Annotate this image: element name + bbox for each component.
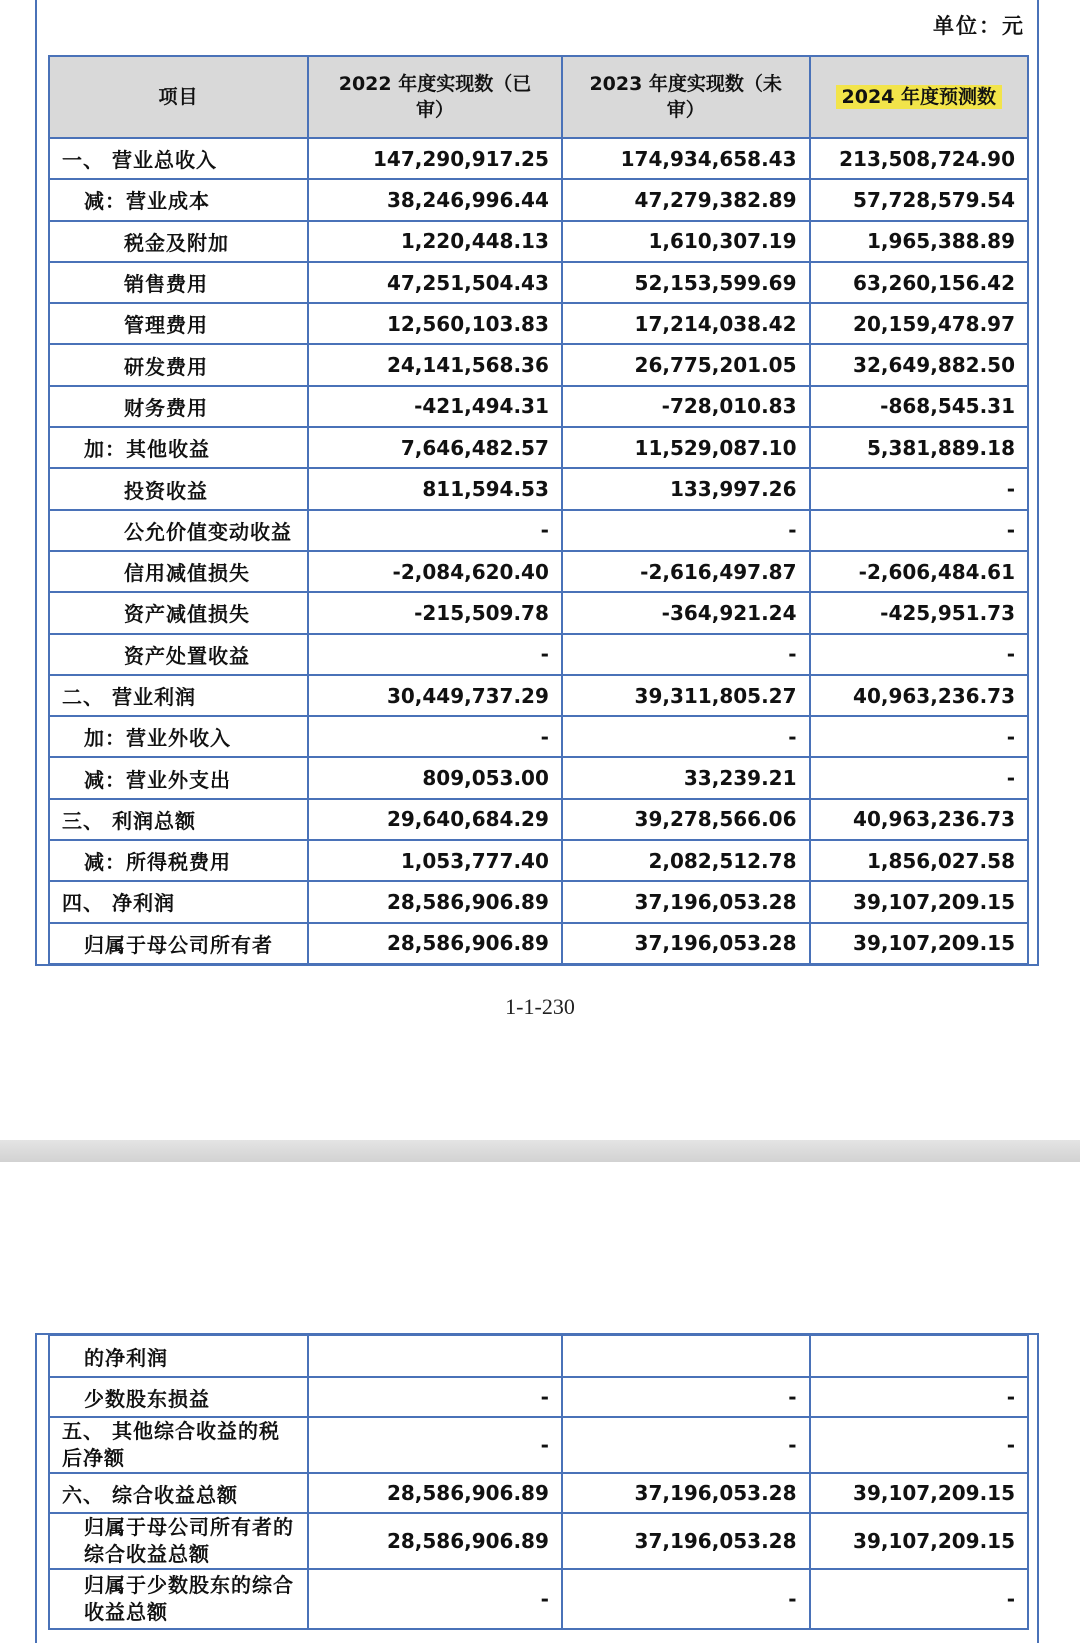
- cell-2023: 39,311,805.27: [562, 675, 810, 716]
- cell-2023: 17,214,038.42: [562, 303, 810, 344]
- cell-2024: -: [810, 468, 1029, 509]
- cell-2022: [308, 1335, 562, 1377]
- cell-2023: 33,239.21: [562, 757, 810, 798]
- table-row: [49, 510, 1028, 551]
- cell-2024: 63,260,156.42: [810, 262, 1029, 303]
- table-row: [49, 179, 1028, 220]
- cell-2024: -: [810, 1569, 1029, 1629]
- row-label: 投资收益: [49, 468, 308, 509]
- cell-2024: 5,381,889.18: [810, 427, 1029, 468]
- table-row: [49, 840, 1028, 881]
- cell-2024: -: [810, 634, 1029, 675]
- cell-2023: -: [562, 1417, 810, 1473]
- cell-2024: [810, 1335, 1029, 1377]
- row-label: 归属于母公司所有者的综合收益总额: [49, 1513, 308, 1569]
- cell-2023: 11,529,087.10: [562, 427, 810, 468]
- highlight-2024: 2024 年度预测数: [836, 85, 1003, 109]
- cell-2022: 30,449,737.29: [308, 675, 562, 716]
- cell-2022: 28,586,906.89: [308, 881, 562, 922]
- header-item: 项目: [49, 56, 308, 138]
- row-label: 财务费用: [49, 386, 308, 427]
- row-label: 加：其他收益: [49, 427, 308, 468]
- row-label: 减：所得税费用: [49, 840, 308, 881]
- cell-2022: 811,594.53: [308, 468, 562, 509]
- cell-2022: -2,084,620.40: [308, 551, 562, 592]
- cell-2024: 32,649,882.50: [810, 344, 1029, 385]
- table-row: [49, 675, 1028, 716]
- cell-2022: 47,251,504.43: [308, 262, 562, 303]
- cell-2022: 24,141,568.36: [308, 344, 562, 385]
- row-label: 六、 综合收益总额: [49, 1473, 308, 1513]
- table-row: [49, 592, 1028, 633]
- table-row: [49, 1417, 1028, 1473]
- row-label: 一、 营业总收入: [49, 138, 308, 179]
- cell-2023: -: [562, 510, 810, 551]
- table-row: [49, 138, 1028, 179]
- cell-2024: 39,107,209.15: [810, 881, 1029, 922]
- cell-2023: 47,279,382.89: [562, 179, 810, 220]
- row-label: 减：营业成本: [49, 179, 308, 220]
- cell-2024: -: [810, 1377, 1029, 1417]
- cell-2022: 809,053.00: [308, 757, 562, 798]
- cell-2022: 29,640,684.29: [308, 799, 562, 840]
- cell-2023: 26,775,201.05: [562, 344, 810, 385]
- cell-2023: 37,196,053.28: [562, 1513, 810, 1569]
- cell-2022: -: [308, 716, 562, 757]
- cell-2024: 39,107,209.15: [810, 1473, 1029, 1513]
- table-row: [49, 799, 1028, 840]
- cell-2023: -: [562, 716, 810, 757]
- row-label: 四、 净利润: [49, 881, 308, 922]
- row-label: 减：营业外支出: [49, 757, 308, 798]
- cell-2023: 52,153,599.69: [562, 262, 810, 303]
- header-2024: [810, 56, 1029, 138]
- row-label: 三、 利润总额: [49, 799, 308, 840]
- cell-2022: 1,220,448.13: [308, 221, 562, 262]
- cell-2024: 1,965,388.89: [810, 221, 1029, 262]
- cell-2022: -: [308, 634, 562, 675]
- cell-2022: 28,586,906.89: [308, 923, 562, 964]
- row-label: 资产处置收益: [49, 634, 308, 675]
- row-label: 公允价值变动收益: [49, 510, 308, 551]
- cell-2023: -728,010.83: [562, 386, 810, 427]
- cell-2023: 37,196,053.28: [562, 923, 810, 964]
- header-2022: 2022 年度实现数（已审）: [308, 56, 562, 138]
- cell-2024: 20,159,478.97: [810, 303, 1029, 344]
- table-row: [49, 262, 1028, 303]
- row-label: 研发费用: [49, 344, 308, 385]
- table-header-row: [49, 56, 1028, 138]
- cell-2023: -: [562, 1377, 810, 1417]
- cell-2022: 1,053,777.40: [308, 840, 562, 881]
- cell-2023: 37,196,053.28: [562, 1473, 810, 1513]
- table-row: [49, 757, 1028, 798]
- table-row: [49, 427, 1028, 468]
- row-label: 归属于母公司所有者: [49, 923, 308, 964]
- cell-2024: 40,963,236.73: [810, 799, 1029, 840]
- page-separator: [0, 1140, 1080, 1162]
- income-forecast-table: [48, 55, 1029, 965]
- cell-2022: -215,509.78: [308, 592, 562, 633]
- cell-2022: 147,290,917.25: [308, 138, 562, 179]
- row-label: 信用减值损失: [49, 551, 308, 592]
- cell-2023: -364,921.24: [562, 592, 810, 633]
- cell-2024: -: [810, 510, 1029, 551]
- cell-2022: 7,646,482.57: [308, 427, 562, 468]
- table-row: [49, 1569, 1028, 1629]
- row-label: 税金及附加: [49, 221, 308, 262]
- cell-2024: 39,107,209.15: [810, 1513, 1029, 1569]
- cell-2022: -: [308, 1569, 562, 1629]
- cell-2022: -421,494.31: [308, 386, 562, 427]
- table-row: [49, 634, 1028, 675]
- table-row: [49, 881, 1028, 922]
- cell-2022: 38,246,996.44: [308, 179, 562, 220]
- row-label: 管理费用: [49, 303, 308, 344]
- cell-2024: -: [810, 757, 1029, 798]
- row-label: 销售费用: [49, 262, 308, 303]
- row-label: 二、 营业利润: [49, 675, 308, 716]
- header-2023: 2023 年度实现数（未审）: [562, 56, 810, 138]
- cell-2022: -: [308, 1417, 562, 1473]
- table-row: [49, 716, 1028, 757]
- row-label: 少数股东损益: [49, 1377, 308, 1417]
- cell-2023: -: [562, 634, 810, 675]
- cell-2023: -2,616,497.87: [562, 551, 810, 592]
- cell-2023: -: [562, 1569, 810, 1629]
- cell-2022: 12,560,103.83: [308, 303, 562, 344]
- table-row: [49, 1335, 1028, 1377]
- cell-2024: 1,856,027.58: [810, 840, 1029, 881]
- table-row: [49, 468, 1028, 509]
- cell-2024: 213,508,724.90: [810, 138, 1029, 179]
- cell-2022: -: [308, 1377, 562, 1417]
- cell-2022: -: [308, 510, 562, 551]
- row-label: 加：营业外收入: [49, 716, 308, 757]
- table-row: [49, 1513, 1028, 1569]
- cell-2024: -868,545.31: [810, 386, 1029, 427]
- cell-2023: 39,278,566.06: [562, 799, 810, 840]
- table-row: [49, 551, 1028, 592]
- cell-2023: 133,997.26: [562, 468, 810, 509]
- cell-2022: 28,586,906.89: [308, 1513, 562, 1569]
- row-label: 五、 其他综合收益的税后净额: [49, 1417, 308, 1473]
- cell-2022: 28,586,906.89: [308, 1473, 562, 1513]
- income-forecast-table-continued: [48, 1334, 1029, 1630]
- cell-2023: 1,610,307.19: [562, 221, 810, 262]
- cell-2024: 57,728,579.54: [810, 179, 1029, 220]
- cell-2023: 2,082,512.78: [562, 840, 810, 881]
- page-number: 1-1-230: [505, 994, 575, 1019]
- cell-2024: 39,107,209.15: [810, 923, 1029, 964]
- table-row: [49, 386, 1028, 427]
- row-label: 归属于少数股东的综合收益总额: [49, 1569, 308, 1629]
- table-row: [49, 344, 1028, 385]
- unit-label: 单位：元: [933, 13, 1025, 38]
- row-label: 资产减值损失: [49, 592, 308, 633]
- cell-2024: -425,951.73: [810, 592, 1029, 633]
- cell-2024: -2,606,484.61: [810, 551, 1029, 592]
- cell-2023: 174,934,658.43: [562, 138, 810, 179]
- row-label: 的净利润: [49, 1335, 308, 1377]
- cell-2024: 40,963,236.73: [810, 675, 1029, 716]
- cell-2023: 37,196,053.28: [562, 881, 810, 922]
- cell-2024: -: [810, 716, 1029, 757]
- table-row: [49, 221, 1028, 262]
- table-row: [49, 923, 1028, 964]
- table-row: [49, 1377, 1028, 1417]
- cell-2024: -: [810, 1417, 1029, 1473]
- cell-2023: [562, 1335, 810, 1377]
- table-row: [49, 1473, 1028, 1513]
- table-row: [49, 303, 1028, 344]
